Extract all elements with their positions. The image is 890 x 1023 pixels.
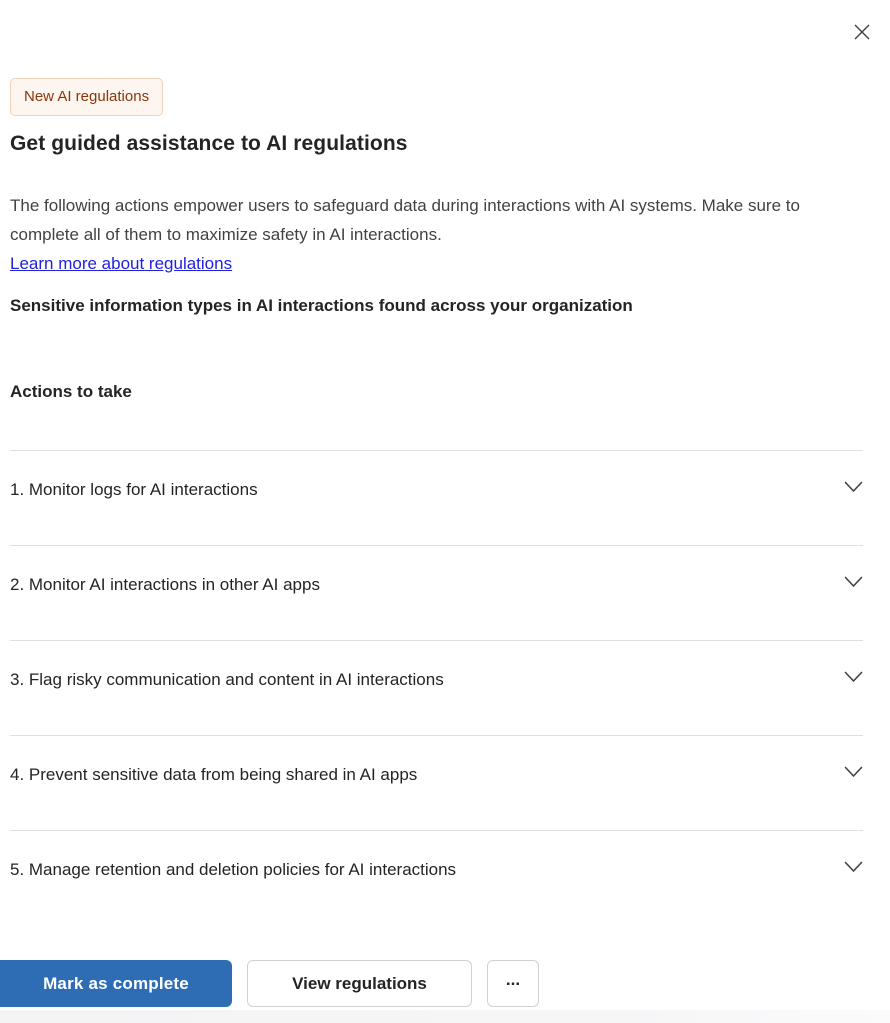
bottom-edge-strip: [0, 1010, 890, 1023]
chevron-down-icon: [844, 766, 863, 778]
sensitive-info-subtitle: Sensitive information types in AI interactions found across your organization: [10, 296, 633, 315]
mark-as-complete-button[interactable]: Mark as complete: [0, 960, 232, 1007]
footer-buttons: [0, 960, 539, 1007]
accordion-row-label: 2. Monitor AI interactions in other AI apps: [10, 575, 320, 594]
more-options-button[interactable]: ...: [487, 960, 539, 1007]
actions-heading: Actions to take: [10, 382, 132, 401]
chevron-down-icon: [844, 671, 863, 683]
description-text: The following actions empower users to safeguard data during interactions with AI systems. Make sure to complete all of them to maximize safety in AI interactions.: [10, 196, 800, 244]
accordion-row-label: 5. Manage retention and deletion policies for AI interactions: [10, 860, 457, 879]
chevron-down-icon: [844, 576, 863, 588]
accordion-row-action-5[interactable]: [10, 830, 863, 925]
accordion-row-action-3[interactable]: [10, 640, 863, 735]
actions-accordion: [10, 450, 863, 925]
new-ai-regulations-badge: New AI regulations: [10, 78, 163, 116]
view-regulations-button[interactable]: View regulations: [247, 960, 472, 1007]
chevron-down-icon: [844, 861, 863, 873]
learn-more-link[interactable]: Learn more about regulations: [10, 254, 233, 273]
dialog-content: [10, 0, 863, 925]
accordion-row-label: 3. Flag risky communication and content in AI interactions: [10, 670, 444, 689]
accordion-row-action-1[interactable]: [10, 450, 863, 545]
chevron-down-icon: [844, 481, 863, 493]
accordion-row-label: 1. Monitor logs for AI interactions: [10, 480, 258, 499]
accordion-row-action-2[interactable]: [10, 545, 863, 640]
page-title: Get guided assistance to AI regulations: [10, 132, 408, 155]
accordion-row-label: 4. Prevent sensitive data from being shared in AI apps: [10, 765, 418, 784]
accordion-row-action-4[interactable]: [10, 735, 863, 830]
